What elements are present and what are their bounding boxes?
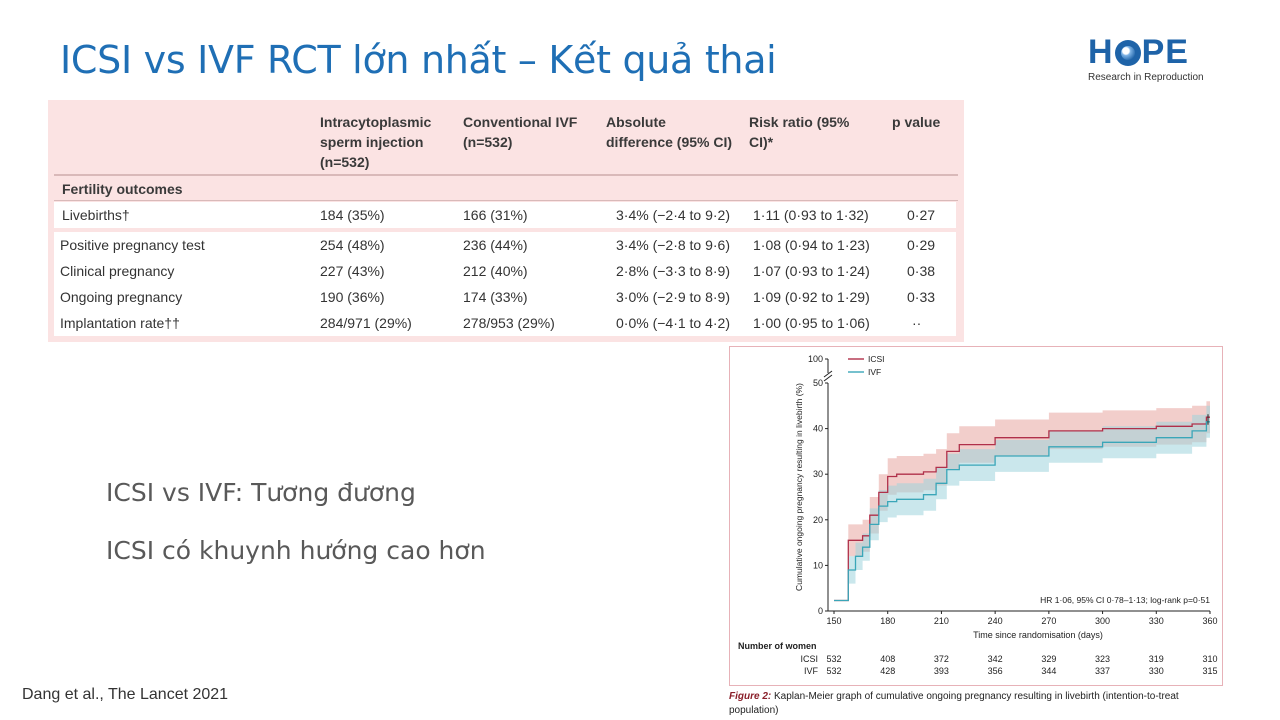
cell-risk-ratio: 1·00 (0·95 to 1·06)	[753, 315, 870, 331]
bullet-icsi-trend: ICSI có khuynh hướng cao hơn	[106, 536, 486, 565]
risk-count: 532	[826, 654, 842, 664]
risk-count: 315	[1202, 666, 1218, 676]
table-row	[54, 258, 956, 284]
risk-count: 310	[1202, 654, 1218, 664]
cell-icsi: 190 (36%)	[320, 289, 385, 305]
y-tick-label: 20	[812, 514, 823, 525]
y-tick-break-label: 100	[807, 354, 823, 364]
x-axis-label: Time since randomisation (days)	[973, 630, 1103, 640]
x-tick-label: 270	[1041, 616, 1057, 626]
header-absolute-difference: Absolute difference (95% CI)	[606, 114, 733, 150]
x-tick-label: 150	[826, 616, 842, 626]
risk-count: 393	[933, 666, 949, 676]
section-rule	[54, 200, 958, 201]
risk-count: 532	[826, 666, 842, 676]
risk-count: 344	[1041, 666, 1057, 676]
outcomes-table	[48, 100, 964, 342]
cell-p-value: 0·29	[907, 237, 936, 253]
hope-logo	[1088, 34, 1208, 84]
hr-annotation: HR 1·06, 95% CI 0·78–1·13; log-rank p=0·51	[1040, 595, 1210, 605]
km-figure	[729, 346, 1223, 686]
row-label: Positive pregnancy test	[60, 237, 205, 253]
row-label: Clinical pregnancy	[60, 263, 175, 279]
x-tick-label: 240	[987, 616, 1003, 626]
cell-risk-ratio: 1·08 (0·94 to 1·23)	[753, 237, 870, 253]
header-p-value: p value	[892, 114, 941, 130]
figure-caption	[729, 690, 1229, 718]
slide-title: ICSI vs IVF RCT lớn nhất – Kết quả thai	[60, 38, 777, 82]
cell-risk-ratio: 1·11 (0·93 to 1·32)	[753, 207, 869, 223]
table-row	[54, 284, 956, 310]
risk-row-label: IVF	[803, 666, 818, 676]
y-tick-label: 30	[812, 469, 823, 480]
x-tick-label: 360	[1202, 616, 1218, 626]
cell-icsi: 227 (43%)	[320, 263, 385, 279]
cell-absolute-difference: 3·4% (−2·8 to 9·6)	[616, 237, 730, 253]
x-tick-label: 180	[880, 616, 896, 626]
y-axis-label: Cumulative ongoing pregnancy resulting in livebirth (%)	[794, 383, 804, 591]
caption-label: Figure 2:	[729, 691, 772, 702]
cell-icsi: 284/971 (29%)	[320, 315, 412, 331]
cell-ivf: 236 (44%)	[463, 237, 528, 253]
legend-label-icsi: ICSI	[868, 354, 885, 364]
header-ivf: Conventional IVF (n=532)	[463, 114, 578, 150]
risk-count: 356	[987, 666, 1003, 676]
row-label: Implantation rate††	[60, 315, 180, 331]
risk-count: 323	[1095, 654, 1111, 664]
risk-count: 372	[933, 654, 949, 664]
cell-absolute-difference: 0·0% (−4·1 to 4·2)	[616, 315, 730, 331]
table-row	[54, 202, 956, 228]
table-header	[48, 100, 964, 172]
header-rule	[54, 174, 958, 176]
cell-ivf: 212 (40%)	[463, 263, 528, 279]
x-tick-label: 330	[1148, 616, 1164, 626]
cell-icsi: 184 (35%)	[320, 207, 385, 223]
cell-ivf: 166 (31%)	[463, 207, 528, 223]
cell-icsi: 254 (48%)	[320, 237, 385, 253]
y-tick-label: 0	[817, 606, 823, 616]
y-tick-label: 40	[812, 423, 823, 434]
cell-p-value: ··	[912, 315, 922, 331]
row-label: Livebirths†	[62, 207, 130, 223]
caption-text: Kaplan-Meier graph of cumulative ongoing pregnancy resulting in livebirth (intention-to-treat population)	[729, 691, 1179, 716]
cell-ivf: 278/953 (29%)	[463, 315, 555, 331]
x-tick-label: 210	[933, 616, 949, 626]
legend-label-ivf: IVF	[868, 367, 882, 377]
risk-count: 428	[880, 666, 896, 676]
risk-count: 342	[987, 654, 1003, 664]
risk-count: 330	[1148, 666, 1164, 676]
risk-count: 337	[1095, 666, 1111, 676]
cell-absolute-difference: 2·8% (−3·3 to 8·9)	[616, 263, 730, 279]
bullet-equivalent: ICSI vs IVF: Tương đương	[106, 478, 416, 507]
risk-count: 408	[880, 654, 896, 664]
header-risk-ratio: Risk ratio (95% CI)*	[749, 114, 850, 150]
risk-row-label: ICSI	[800, 654, 818, 664]
risk-count: 319	[1148, 654, 1164, 664]
eye-icon	[1115, 40, 1141, 66]
x-tick-label: 300	[1095, 616, 1111, 626]
header-icsi: Intracytoplasmic sperm injection (n=532)	[320, 114, 432, 170]
section-fertility-outcomes: Fertility outcomes	[62, 181, 183, 197]
km-chart	[730, 347, 1222, 685]
cell-risk-ratio: 1·09 (0·92 to 1·29)	[753, 289, 870, 305]
cell-ivf: 174 (33%)	[463, 289, 528, 305]
logo-tagline: Research in Reproduction	[1088, 72, 1204, 83]
citation: Dang et al., The Lancet 2021	[22, 686, 229, 703]
risk-table-title: Number of women	[738, 641, 817, 651]
cell-p-value: 0·38	[907, 263, 936, 279]
table-row	[54, 232, 956, 258]
table-row	[54, 310, 956, 336]
cell-absolute-difference: 3·4% (−2·4 to 9·2)	[616, 207, 730, 223]
y-tick-label: 10	[812, 560, 823, 571]
cell-p-value: 0·33	[907, 289, 936, 305]
cell-risk-ratio: 1·07 (0·93 to 1·24)	[753, 263, 870, 279]
risk-count: 329	[1041, 654, 1057, 664]
row-label: Ongoing pregnancy	[60, 289, 183, 305]
cell-absolute-difference: 3·0% (−2·9 to 8·9)	[616, 289, 730, 305]
y-tick-label: 50	[812, 378, 823, 388]
cell-p-value: 0·27	[907, 207, 936, 223]
logo-wordmark: H PE	[1088, 33, 1189, 71]
